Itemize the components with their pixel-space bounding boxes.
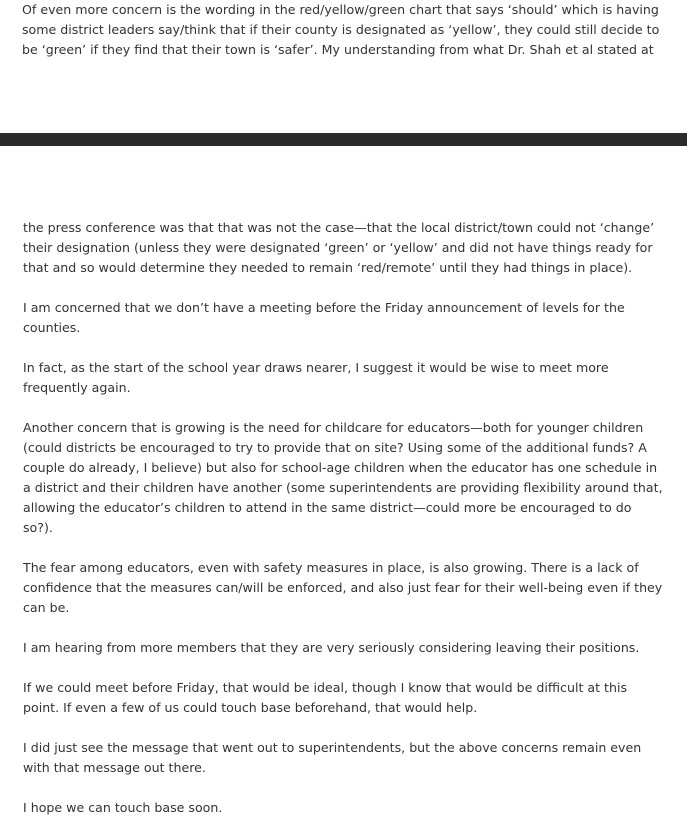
paragraph-childcare: Another concern that is growing is the need for childcare for educators—both for younger children (could districts be encouraged to try to provide that on site? Using some of the additional funds? A couple do already, I believe) but also for school-age children when the educator has one schedule in a district and their children have another (some superintendents are providing flexibility around that, allowing the educator’s children to attend in the same district—could more be encouraged to do so?). — [23, 420, 663, 535]
page-break-divider — [0, 133, 687, 146]
paragraph-press-conference: the press conference was that that was not the case—that the local district/town could not ‘change’ their designation (unless they were designated ‘green’ or ‘yellow’ and did not have things ready for that and so would determine they needed to remain ‘red/remote’ until they had things in place). — [23, 220, 655, 275]
paragraph-top-fragment: Of even more concern is the wording in the red/yellow/green chart that says ‘should’ which is having some district leaders say/think that if their county is designated as ‘yellow’, they could still decide to be ‘green’ if they find that their town is ‘safer’. My understanding from what Dr. Shah et al stated at — [22, 2, 660, 57]
page-top-paragraph — [22, 0, 672, 60]
document-page-bottom — [0, 146, 687, 825]
paragraph-superintendents-message: I did just see the message that went out to superintendents, but the above concerns remain even with that message out there. — [23, 740, 642, 775]
paragraph-meeting-concern: I am concerned that we don’t have a meeting before the Friday announcement of levels for the counties. — [23, 300, 625, 335]
paragraph-meet-before-friday: If we could meet before Friday, that would be ideal, though I know that would be difficult at this point. If even a few of us could touch base beforehand, that would help. — [23, 680, 628, 715]
paragraph-fear: The fear among educators, even with safety measures in place, is also growing. There is a lack of confidence that the measures can/will be enforced, and also just fear for their well-being even if they can be. — [23, 560, 663, 615]
paragraph-closing: I hope we can touch base soon. — [23, 800, 223, 815]
paragraph-members-leaving: I am hearing from more members that they are very seriously considering leaving their positions. — [23, 640, 640, 655]
document-page-top — [0, 0, 687, 133]
paragraph-meet-frequently: In fact, as the start of the school year draws nearer, I suggest it would be wise to meet more frequently again. — [23, 360, 609, 395]
